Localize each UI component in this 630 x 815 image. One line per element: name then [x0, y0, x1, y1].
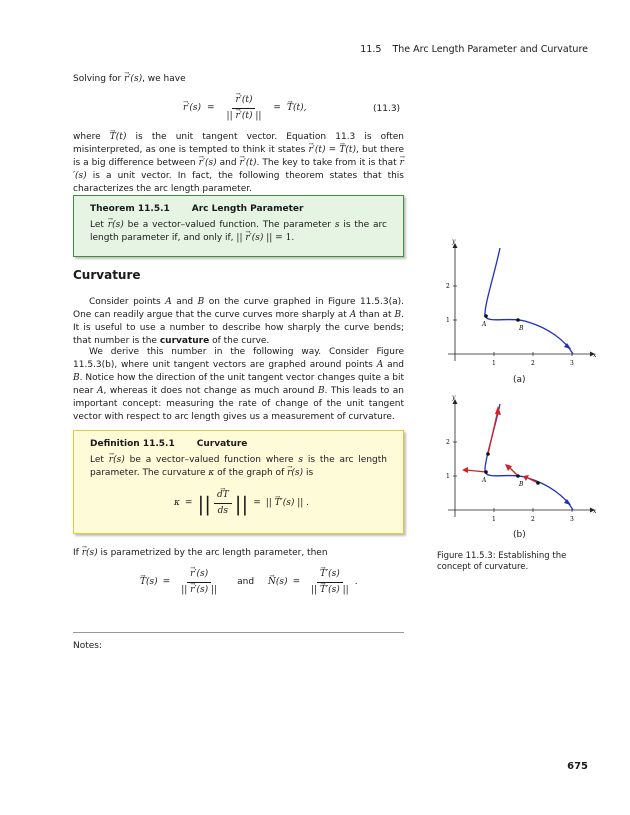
intro-text: Solving for [73, 74, 122, 84]
tangent-vector-3 [509, 467, 518, 476]
theorem-body: Let → r(s) be a vector–valued function. The parameter s is the arc length parameter if, and only if, || → r′(s) || = 1. [90, 219, 387, 245]
point-a [484, 314, 488, 318]
figure-a [430, 236, 610, 371]
x-tick-1: 1 [492, 516, 496, 523]
y-tick-2: 2 [446, 283, 450, 290]
point-a [484, 470, 488, 474]
point-b [516, 318, 520, 322]
y-tick-2: 2 [446, 439, 450, 446]
y-axis-label: y [452, 394, 456, 401]
y-tick-1: 1 [446, 317, 450, 324]
tangent-arrowhead-2 [462, 467, 468, 473]
x-axis-label: x [593, 352, 597, 359]
point-b [516, 474, 520, 478]
inline-math: → r′(s) [124, 74, 142, 84]
x-axis-label: x [593, 508, 597, 515]
equation-number: (11.3) [373, 104, 401, 114]
x-tick-3: 3 [570, 360, 574, 367]
running-header [360, 43, 588, 57]
x-tick-1: 1 [492, 360, 496, 367]
curve [485, 248, 573, 354]
section-number: 11.5 [360, 44, 382, 55]
tangent-point-4 [536, 481, 540, 485]
figure-a-label: (a) [513, 375, 526, 385]
tangent-arrowhead-3 [505, 464, 512, 471]
theorem-box [73, 195, 404, 257]
tangent-normal-formulas: → T(s) = → $\frac{r'(s)}{|| \to r'(s) ||}$ and → N(s) = → $\frac{T'(s)}{|| \to T'(s) ||}$ . [140, 568, 358, 597]
definition-body: Let → r(s) be a vector–valued function where s is the arc length parameter. The curvature κ of the graph of → r(s) is [90, 454, 387, 480]
y-tick-1: 1 [446, 473, 450, 480]
page-number: 675 [567, 761, 588, 772]
paragraph-points: Consider points A and B on the curve graphed in Figure 11.5.3(a). One can readily argue that the curve curves more sharply at A than at B. It is useful to use a number to describe how sharply the curve bends; that number is the curvature of the curve. [73, 297, 404, 347]
tangent-vector-2 [466, 470, 486, 472]
tangent-vector-1 [488, 410, 498, 454]
theorem-title: Theorem 11.5.1 Arc Length Parameter [90, 204, 304, 214]
section-title: The Arc Length Parameter and Curvature [392, 44, 588, 55]
paragraph-derive: We derive this number in the following way. Consider Figure 11.5.3(b), where unit tangent vectors are graphed around points A and B. Notice how the direction of the unit tangent vector changes quite a bit near A, whereas it does not change as much around B. This leads to an important concept: measuring the rate of change of the unit tangent vector with respect to arc length gives us a measurement of curvature. [73, 347, 404, 423]
paragraph-final: If → r(s) is parametrized by the arc length parameter, then [73, 547, 404, 560]
x-tick-3: 3 [570, 516, 574, 523]
equation-11-3: → r′(s) = → $\frac{r'(t)}{|| \to r'(t) ||}$ = → T(t), [183, 94, 307, 123]
point-a-label: A [482, 477, 487, 484]
paragraph-misinterpretation: where → T(t) is the unit tangent vector. Equation 11.3 is often misinterpreted, as one is tempted to think it states → r′(t) = → T(t), but there is a big difference between → r′(s) and → r′(t). The key to take from it is that → r′(s) is a unit vector. In fact, the following theorem states that this characterizes the arc length parameter. [73, 131, 404, 196]
point-b-label: B [519, 481, 524, 488]
section-heading-curvature: Curvature [73, 268, 141, 282]
point-b-label: B [519, 325, 524, 332]
intro-line [73, 73, 404, 86]
figure-b [430, 392, 610, 527]
tangent-point-1 [486, 452, 490, 456]
x-tick-2: 2 [531, 360, 535, 367]
notes-label: Notes: [73, 641, 103, 651]
x-tick-2: 2 [531, 516, 535, 523]
notes-divider [73, 632, 404, 633]
tangent-arrowhead-1 [495, 406, 501, 415]
point-a-label: A [482, 321, 487, 328]
y-axis-label: y [452, 238, 456, 245]
curve [485, 404, 573, 510]
definition-title: Definition 11.5.1 Curvature [90, 439, 248, 449]
figure-b-label: (b) [513, 530, 526, 540]
intro-text-2: , we have [142, 74, 186, 84]
figure-caption: Figure 11.5.3: Establishing the concept of curvature. [437, 551, 567, 573]
curvature-formula: κ = || → $\frac{dT}{ds}$ || = || → T′(s) || . [174, 489, 309, 518]
definition-box [73, 430, 404, 534]
